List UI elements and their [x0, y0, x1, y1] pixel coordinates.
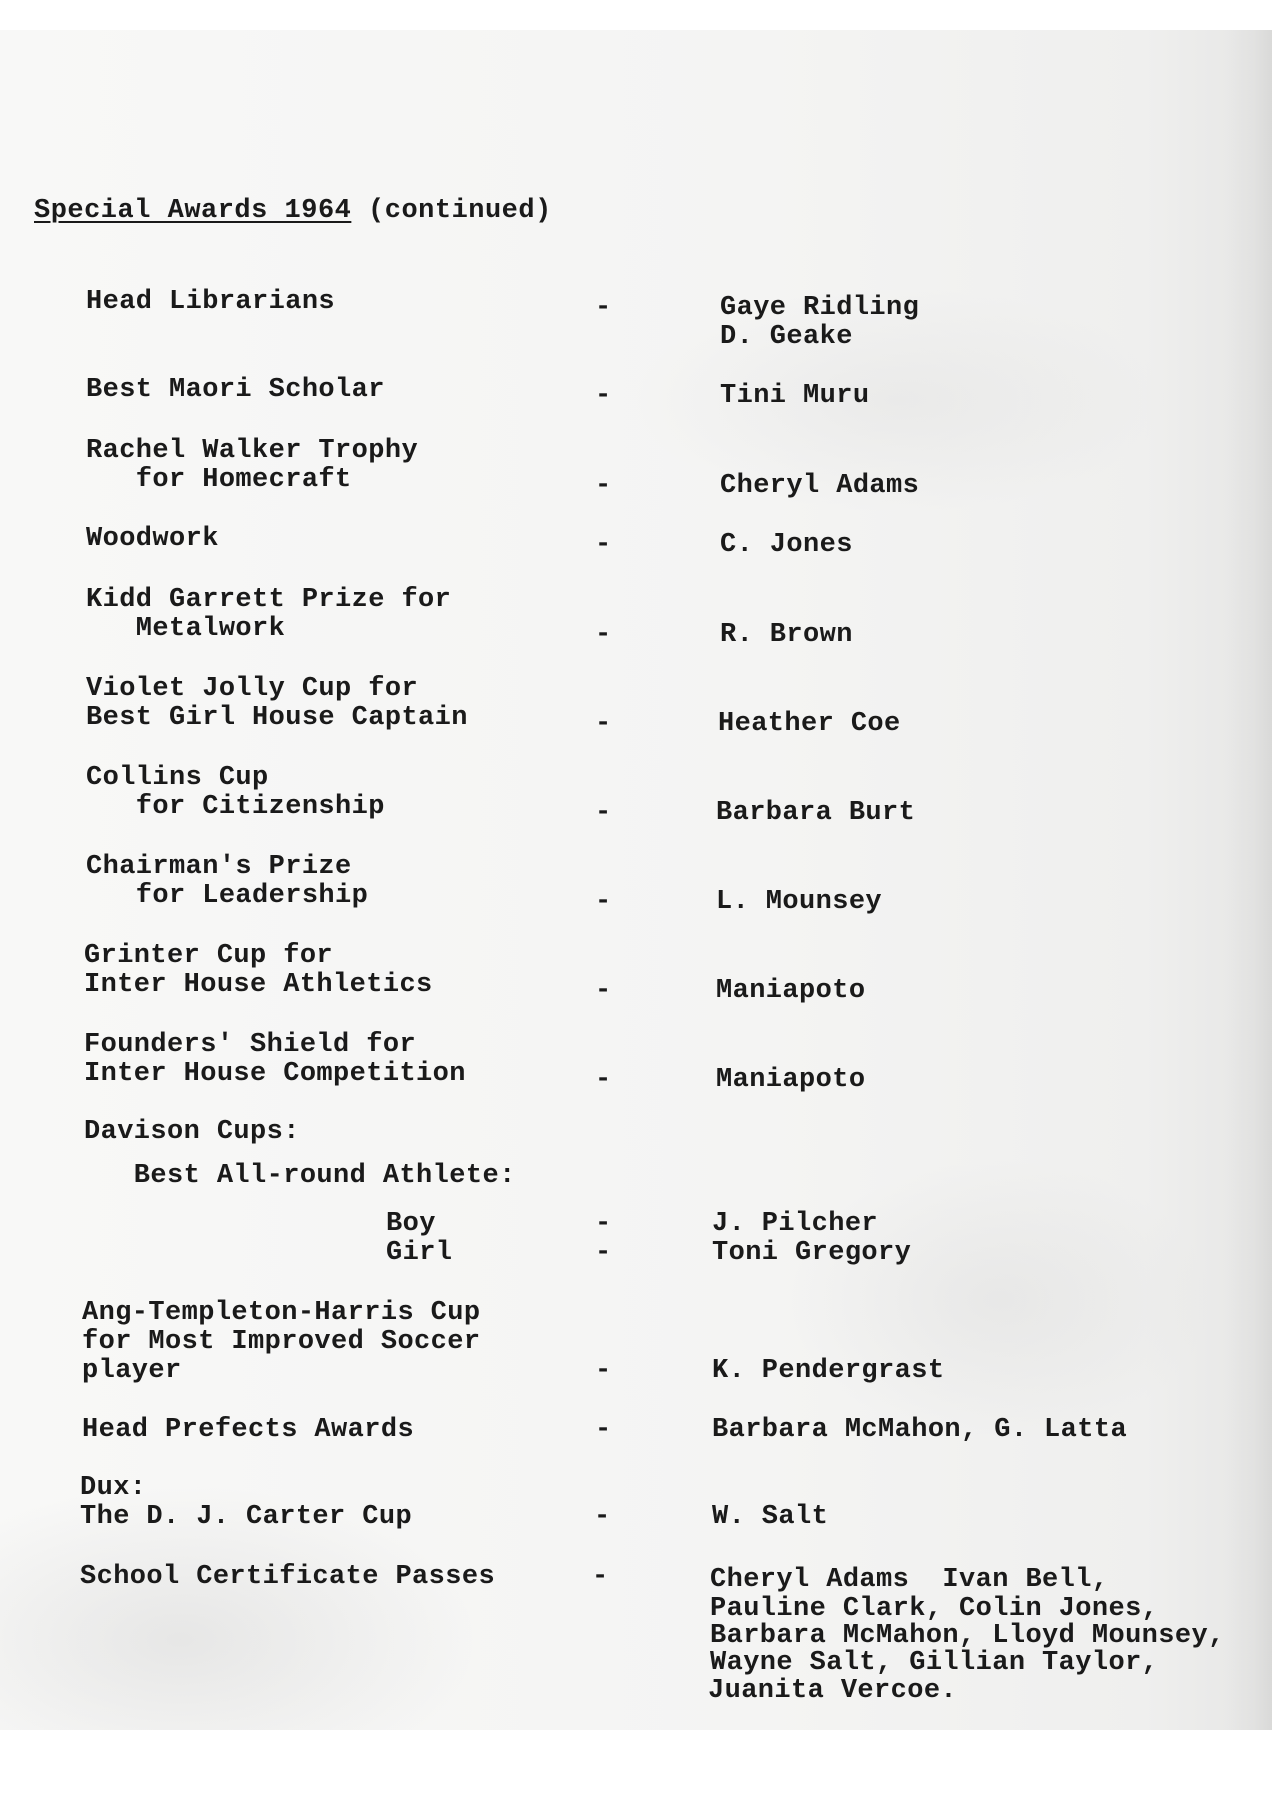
- separator-dash: -: [595, 1209, 612, 1239]
- award-collins-cup-line2: for Citizenship: [86, 792, 385, 822]
- page-title: [34, 196, 552, 226]
- separator-dash: -: [595, 887, 612, 917]
- award-kidd-garrett-prize-line2: Metalwork: [86, 614, 286, 644]
- separator-dash: -: [595, 620, 612, 650]
- winner: R. Brown: [720, 620, 853, 650]
- winner: J. Pilcher: [712, 1209, 879, 1239]
- award-rachel-walker-trophy-line2: for Homecraft: [86, 465, 352, 495]
- winner: D. Geake: [720, 322, 853, 352]
- award-grinter-cup-line2: Inter House Athletics: [84, 970, 433, 1000]
- separator-dash: -: [595, 530, 612, 560]
- winner: W. Salt: [712, 1502, 829, 1532]
- award-woodwork: Woodwork: [86, 524, 219, 554]
- winner: Cheryl Adams: [720, 471, 920, 501]
- separator-dash: -: [595, 1238, 612, 1268]
- award-chairmans-prize: Chairman's Prize: [86, 852, 352, 882]
- award-best-all-round-athlete: Best All-round Athlete:: [84, 1161, 516, 1191]
- winner: Barbara McMahon, Lloyd Mounsey,: [710, 1621, 1225, 1651]
- award-ang-templeton-harris-cup-line3: player: [82, 1356, 182, 1386]
- top-margin: [0, 0, 1272, 30]
- bottom-margin: [0, 1730, 1272, 1800]
- winner: Tini Muru: [720, 381, 870, 411]
- winner: Barbara Burt: [716, 798, 916, 828]
- separator-dash: -: [595, 1356, 612, 1386]
- separator-dash: -: [594, 1502, 611, 1532]
- winner: Wayne Salt, Gillian Taylor,: [710, 1648, 1159, 1678]
- title-continued: (continued): [351, 196, 552, 226]
- separator-dash: -: [595, 709, 612, 739]
- award-school-certificate-passes: School Certificate Passes: [80, 1562, 496, 1592]
- award-head-prefects: Head Prefects Awards: [82, 1415, 415, 1445]
- winner: L. Mounsey: [716, 887, 883, 917]
- winner: Cheryl Adams Ivan Bell,: [710, 1565, 1109, 1595]
- separator-dash: -: [595, 471, 612, 501]
- winner: Toni Gregory: [712, 1238, 912, 1268]
- separator-dash: -: [592, 1562, 609, 1592]
- winner: Heather Coe: [718, 709, 901, 739]
- award-head-librarians: Head Librarians: [86, 287, 336, 317]
- award-collins-cup: Collins Cup: [86, 763, 269, 793]
- award-ang-templeton-harris-cup-line2: for Most Improved Soccer: [82, 1327, 481, 1357]
- award-violet-jolly-cup-line2: Best Girl House Captain: [86, 703, 468, 733]
- award-rachel-walker-trophy: Rachel Walker Trophy: [86, 436, 419, 466]
- award-dj-carter-cup: The D. J. Carter Cup: [80, 1502, 413, 1532]
- winner: Gaye Ridling: [720, 293, 920, 323]
- winner: Pauline Clark, Colin Jones,: [710, 1594, 1159, 1624]
- award-violet-jolly-cup: Violet Jolly Cup for: [86, 674, 419, 704]
- award-chairmans-prize-line2: for Leadership: [86, 881, 369, 911]
- winner: Maniapoto: [716, 1065, 866, 1095]
- award-kidd-garrett-prize: Kidd Garrett Prize for: [86, 585, 452, 615]
- winner: Barbara McMahon, G. Latta: [712, 1415, 1128, 1445]
- winner: C. Jones: [720, 530, 853, 560]
- winner: Maniapoto: [716, 976, 866, 1006]
- separator-dash: -: [595, 1415, 612, 1445]
- winner: K. Pendergrast: [712, 1356, 945, 1386]
- award-dux: Dux:: [80, 1473, 147, 1503]
- title-underlined: Special Awards 1964: [34, 196, 352, 226]
- award-founders-shield-line2: Inter House Competition: [84, 1059, 466, 1089]
- separator-dash: -: [595, 1065, 612, 1095]
- award-founders-shield: Founders' Shield for: [84, 1030, 417, 1060]
- separator-dash: -: [595, 976, 612, 1006]
- award-best-maori-scholar: Best Maori Scholar: [86, 375, 385, 405]
- award-boy: Boy: [386, 1209, 436, 1239]
- separator-dash: -: [595, 293, 612, 323]
- page-edge-shadow: [1226, 30, 1272, 1730]
- award-davison-cups: Davison Cups:: [84, 1117, 300, 1147]
- separator-dash: -: [595, 798, 612, 828]
- award-ang-templeton-harris-cup: Ang-Templeton-Harris Cup: [82, 1298, 481, 1328]
- winner: Juanita Vercoe.: [708, 1676, 958, 1706]
- separator-dash: -: [595, 381, 612, 411]
- award-grinter-cup: Grinter Cup for: [84, 941, 334, 971]
- award-girl: Girl: [386, 1238, 453, 1268]
